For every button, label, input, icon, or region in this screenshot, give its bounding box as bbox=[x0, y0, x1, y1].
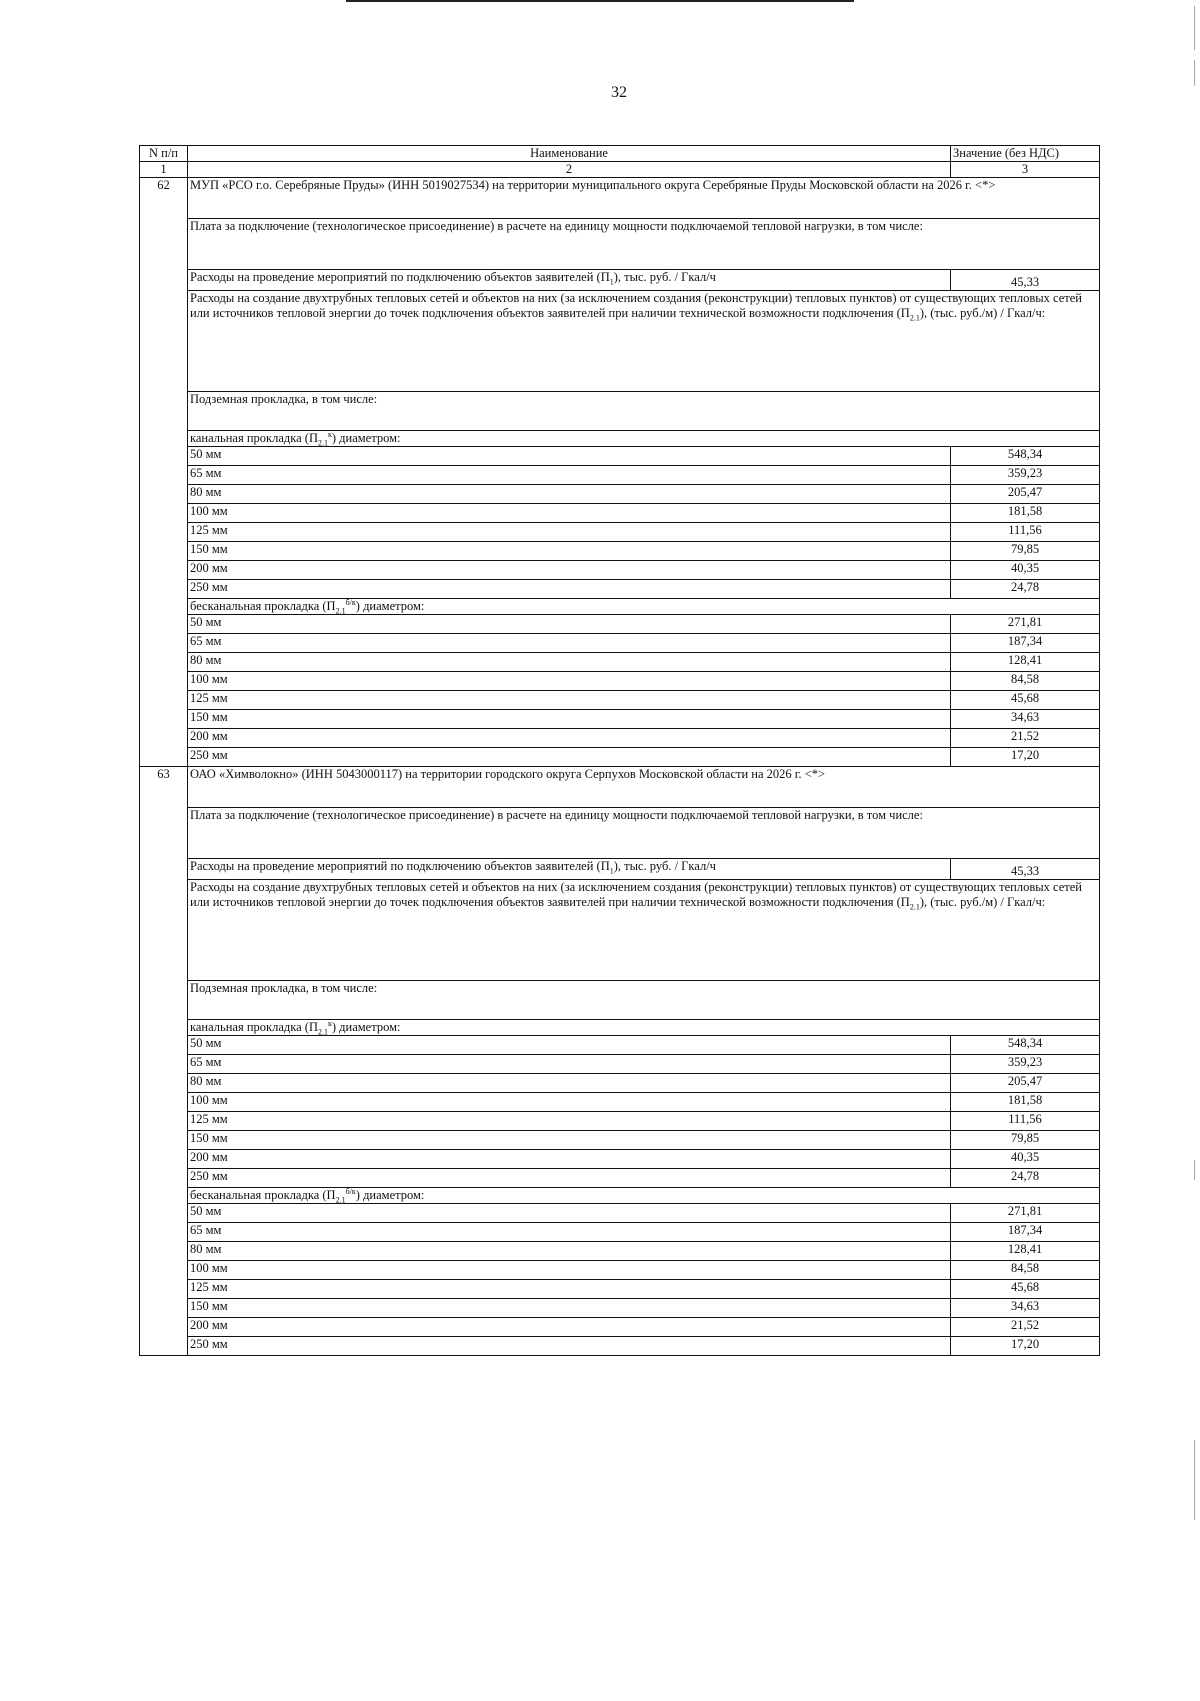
costs-row bbox=[140, 880, 1100, 981]
diameter-label: 250 мм bbox=[188, 1337, 951, 1356]
diameter-value: 181,58 bbox=[951, 504, 1100, 523]
table-header-row bbox=[140, 146, 1100, 162]
diameter-value: 548,34 bbox=[951, 1036, 1100, 1055]
header-number: N п/п bbox=[140, 146, 188, 162]
table-row bbox=[140, 561, 1100, 580]
diameter-label: 65 мм bbox=[188, 634, 951, 653]
table-row bbox=[140, 615, 1100, 634]
table-row bbox=[140, 691, 1100, 710]
table-row bbox=[140, 748, 1100, 767]
table-row bbox=[140, 466, 1100, 485]
diameter-value: 181,58 bbox=[951, 1093, 1100, 1112]
diameter-label: 250 мм bbox=[188, 1169, 951, 1188]
diameter-label: 125 мм bbox=[188, 691, 951, 710]
p1-row bbox=[140, 270, 1100, 291]
intro-text: Плата за подключение (технологическое присоединение) в расчете на единицу мощности подключаемой тепловой нагрузки, в том числе: bbox=[188, 808, 1100, 859]
column-numbers-row bbox=[140, 162, 1100, 178]
underground-label: Подземная прокладка, в том числе: bbox=[188, 981, 1100, 1020]
channelless-header-row bbox=[140, 599, 1100, 615]
column-number: 2 bbox=[188, 162, 951, 178]
org-title: МУП «РСО г.о. Серебряные Пруды» (ИНН 5019027534) на территории муниципального округа Серебряные Пруды Московской области на 2026 г. <*> bbox=[188, 178, 1100, 219]
channelless-label: бесканальная прокладка $(П_{2.1}^{б/к})$ диаметром: bbox=[188, 599, 1100, 615]
diameter-value: 359,23 bbox=[951, 466, 1100, 485]
diameter-value: 45,68 bbox=[951, 1280, 1100, 1299]
table-row bbox=[140, 1036, 1100, 1055]
table-row bbox=[140, 729, 1100, 748]
diameter-label: 125 мм bbox=[188, 1112, 951, 1131]
scan-edge-mark bbox=[1194, 1160, 1195, 1180]
diameter-label: 150 мм bbox=[188, 542, 951, 561]
diameter-label: 100 мм bbox=[188, 1093, 951, 1112]
channel-label: канальная прокладка $(П_{2.1}^к)$ диаметром: bbox=[188, 431, 1100, 447]
diameter-value: 84,58 bbox=[951, 672, 1100, 691]
tariff-table bbox=[139, 145, 1100, 1356]
diameter-value: 187,34 bbox=[951, 634, 1100, 653]
diameter-label: 80 мм bbox=[188, 1242, 951, 1261]
column-number: 1 bbox=[140, 162, 188, 178]
diameter-value: 205,47 bbox=[951, 1074, 1100, 1093]
intro-text: Плата за подключение (технологическое присоединение) в расчете на единицу мощности подключаемой тепловой нагрузки, в том числе: bbox=[188, 219, 1100, 270]
table-row bbox=[140, 653, 1100, 672]
diameter-value: 79,85 bbox=[951, 542, 1100, 561]
table-row bbox=[140, 634, 1100, 653]
scan-edge-mark bbox=[1194, 6, 1195, 50]
channelless-label: бесканальная прокладка $(П_{2.1}^{б/к})$ диаметром: bbox=[188, 1188, 1100, 1204]
diameter-label: 100 мм bbox=[188, 1261, 951, 1280]
table-row bbox=[140, 1318, 1100, 1337]
table-row bbox=[140, 672, 1100, 691]
table-row bbox=[140, 1299, 1100, 1318]
table-row bbox=[140, 1169, 1100, 1188]
table-row bbox=[140, 1223, 1100, 1242]
diameter-value: 21,52 bbox=[951, 729, 1100, 748]
table-row bbox=[140, 1150, 1100, 1169]
diameter-label: 65 мм bbox=[188, 466, 951, 485]
intro-row bbox=[140, 219, 1100, 270]
table-row bbox=[140, 1280, 1100, 1299]
table-row bbox=[140, 710, 1100, 729]
diameter-label: 50 мм bbox=[188, 447, 951, 466]
costs-text: Расходы на создание двухтрубных тепловых сетей и объектов на них (за исключением создания (реконструкции) тепловых пунктов) от существующих тепловых сетей или источников тепловой энергии до точек подключения объектов заявителей при наличии технической возможности подключения $(П_{2.1})$, (тыс. руб./м) / Гкал/ч: bbox=[188, 880, 1100, 981]
org-title: ОАО «Химволокно» (ИНН 5043000117) на территории городского округа Серпухов Московской области на 2026 г. <*> bbox=[188, 767, 1100, 808]
entry-number: 63 bbox=[140, 767, 188, 808]
org-row bbox=[140, 178, 1100, 219]
table-row bbox=[140, 580, 1100, 599]
table-row bbox=[140, 1055, 1100, 1074]
diameter-value: 111,56 bbox=[951, 1112, 1100, 1131]
table-row bbox=[140, 1261, 1100, 1280]
p1-label: Расходы на проведение мероприятий по подключению объектов заявителей $(П_1)$, тыс. руб. / Гкал/ч bbox=[188, 859, 951, 880]
diameter-value: 84,58 bbox=[951, 1261, 1100, 1280]
scan-edge-line bbox=[346, 0, 854, 2]
diameter-label: 80 мм bbox=[188, 1074, 951, 1093]
diameter-value: 24,78 bbox=[951, 580, 1100, 599]
table-row bbox=[140, 1204, 1100, 1223]
table-row bbox=[140, 1337, 1100, 1356]
diameter-label: 125 мм bbox=[188, 1280, 951, 1299]
diameter-label: 100 мм bbox=[188, 504, 951, 523]
header-name: Наименование bbox=[188, 146, 951, 162]
table-row bbox=[140, 523, 1100, 542]
diameter-label: 50 мм bbox=[188, 1204, 951, 1223]
scan-edge-mark bbox=[1194, 1440, 1195, 1520]
diameter-label: 80 мм bbox=[188, 485, 951, 504]
diameter-label: 65 мм bbox=[188, 1223, 951, 1242]
diameter-label: 125 мм bbox=[188, 523, 951, 542]
header-value: Значение (без НДС) bbox=[951, 146, 1100, 162]
underground-row bbox=[140, 392, 1100, 431]
diameter-label: 50 мм bbox=[188, 1036, 951, 1055]
diameter-label: 50 мм bbox=[188, 615, 951, 634]
diameter-label: 65 мм bbox=[188, 1055, 951, 1074]
diameter-label: 100 мм bbox=[188, 672, 951, 691]
p1-value: 45,33 bbox=[951, 270, 1100, 291]
table-row bbox=[140, 1074, 1100, 1093]
diameter-value: 548,34 bbox=[951, 447, 1100, 466]
diameter-label: 200 мм bbox=[188, 729, 951, 748]
page-number: 32 bbox=[611, 84, 627, 101]
diameter-value: 79,85 bbox=[951, 1131, 1100, 1150]
costs-row bbox=[140, 291, 1100, 392]
scan-edge-mark bbox=[1194, 60, 1195, 86]
p1-label: Расходы на проведение мероприятий по подключению объектов заявителей $(П_1)$, тыс. руб. / Гкал/ч bbox=[188, 270, 951, 291]
org-row bbox=[140, 767, 1100, 808]
channel-header-row bbox=[140, 1020, 1100, 1036]
diameter-value: 359,23 bbox=[951, 1055, 1100, 1074]
diameter-value: 128,41 bbox=[951, 1242, 1100, 1261]
p1-row bbox=[140, 859, 1100, 880]
diameter-value: 24,78 bbox=[951, 1169, 1100, 1188]
p1-value: 45,33 bbox=[951, 859, 1100, 880]
diameter-label: 150 мм bbox=[188, 710, 951, 729]
table-row bbox=[140, 1112, 1100, 1131]
costs-text: Расходы на создание двухтрубных тепловых сетей и объектов на них (за исключением создания (реконструкции) тепловых пунктов) от существующих тепловых сетей или источников тепловой энергии до точек подключения объектов заявителей при наличии технической возможности подключения $(П_{2.1})$, (тыс. руб./м) / Гкал/ч: bbox=[188, 291, 1100, 392]
column-number: 3 bbox=[951, 162, 1100, 178]
table-row bbox=[140, 1131, 1100, 1150]
diameter-value: 17,20 bbox=[951, 1337, 1100, 1356]
table-row bbox=[140, 485, 1100, 504]
intro-row bbox=[140, 808, 1100, 859]
diameter-label: 200 мм bbox=[188, 1150, 951, 1169]
diameter-value: 45,68 bbox=[951, 691, 1100, 710]
diameter-value: 128,41 bbox=[951, 653, 1100, 672]
diameter-value: 34,63 bbox=[951, 1299, 1100, 1318]
diameter-value: 17,20 bbox=[951, 748, 1100, 767]
diameter-value: 271,81 bbox=[951, 1204, 1100, 1223]
channel-label: канальная прокладка $(П_{2.1}^к)$ диаметром: bbox=[188, 1020, 1100, 1036]
diameter-value: 187,34 bbox=[951, 1223, 1100, 1242]
diameter-value: 40,35 bbox=[951, 561, 1100, 580]
channelless-header-row bbox=[140, 1188, 1100, 1204]
diameter-value: 34,63 bbox=[951, 710, 1100, 729]
diameter-label: 150 мм bbox=[188, 1131, 951, 1150]
table-row bbox=[140, 542, 1100, 561]
diameter-label: 200 мм bbox=[188, 1318, 951, 1337]
table-row bbox=[140, 1093, 1100, 1112]
diameter-value: 271,81 bbox=[951, 615, 1100, 634]
diameter-label: 200 мм bbox=[188, 561, 951, 580]
entry-number: 62 bbox=[140, 178, 188, 219]
table-row bbox=[140, 504, 1100, 523]
diameter-label: 250 мм bbox=[188, 580, 951, 599]
diameter-value: 205,47 bbox=[951, 485, 1100, 504]
diameter-label: 80 мм bbox=[188, 653, 951, 672]
diameter-value: 40,35 bbox=[951, 1150, 1100, 1169]
table-row bbox=[140, 447, 1100, 466]
channel-header-row bbox=[140, 431, 1100, 447]
underground-row bbox=[140, 981, 1100, 1020]
diameter-label: 150 мм bbox=[188, 1299, 951, 1318]
diameter-value: 21,52 bbox=[951, 1318, 1100, 1337]
diameter-label: 250 мм bbox=[188, 748, 951, 767]
underground-label: Подземная прокладка, в том числе: bbox=[188, 392, 1100, 431]
table-row bbox=[140, 1242, 1100, 1261]
diameter-value: 111,56 bbox=[951, 523, 1100, 542]
